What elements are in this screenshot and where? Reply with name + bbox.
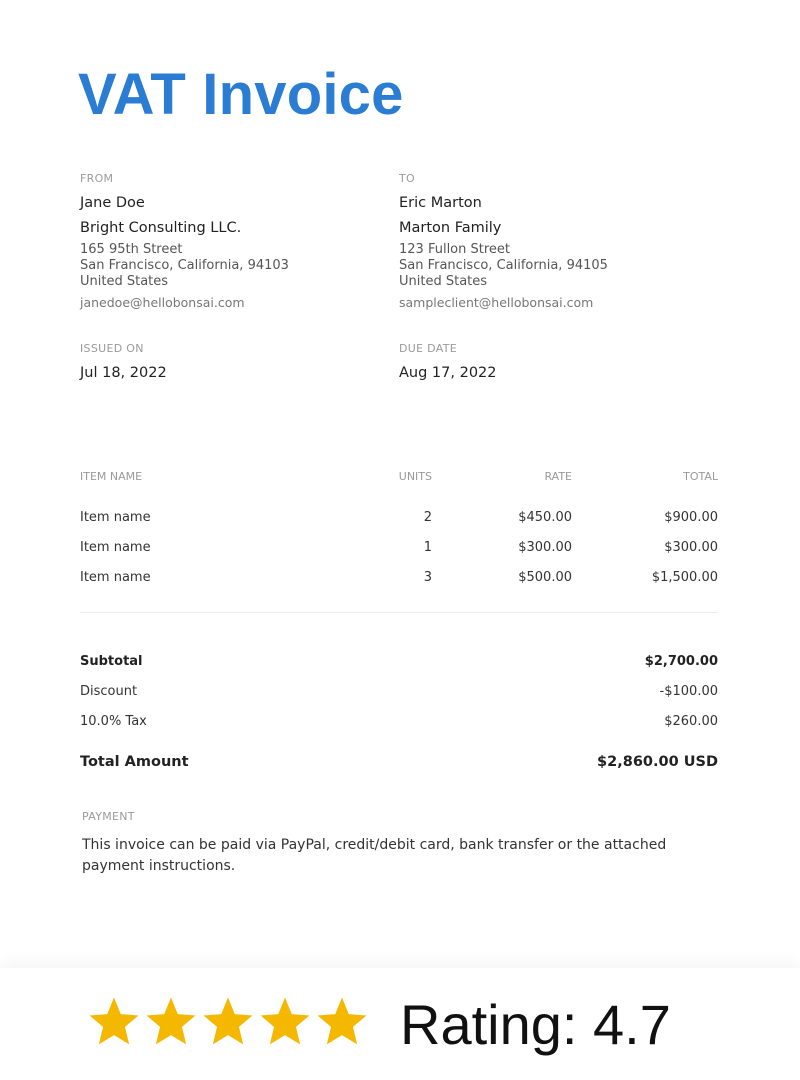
total-row [80,754,718,770]
item-name-cell: Item name [80,509,151,525]
table-row [80,532,718,562]
due-date: Aug 17, 2022 [399,365,497,381]
discount-value: -$100.00 [659,684,718,699]
subtotal-row [80,654,718,669]
to-address [399,242,699,290]
from-address [80,242,380,290]
total-label: Total Amount [80,754,189,770]
from-address-line: San Francisco, California, 94103 [80,258,289,273]
tax-label: 10.0% Tax [80,714,147,729]
items-table [80,468,718,592]
from-company: Bright Consulting LLC. [80,220,242,236]
to-label: TO [399,172,415,185]
from-address-line: United States [80,274,169,289]
table-row [80,562,718,592]
rating-text: Rating: 4.7 [400,993,671,1056]
discount-label: Discount [80,684,138,699]
total-value: $2,860.00 USD [597,754,718,770]
tax-value: $260.00 [664,714,718,729]
header-units: UNITS [398,469,432,483]
item-units-cell: 3 [423,569,432,585]
issued-date: Jul 18, 2022 [80,365,167,381]
to-name: Eric Marton [399,195,482,211]
item-rate-cell: $300.00 [518,539,572,555]
table-row [80,502,718,532]
due-label: DUE DATE [399,342,457,355]
subtotal-value: $2,700.00 [644,654,718,669]
due-section [399,342,699,381]
item-rate-cell: $500.00 [518,569,572,585]
issued-section [80,342,380,381]
from-email[interactable]: janedoe@hellobonsai.com [80,295,245,310]
invoice-title: VAT Invoice [78,62,404,127]
payment-label: PAYMENT [82,810,135,823]
to-address-line: San Francisco, California, 94105 [399,258,608,273]
item-units-cell: 1 [423,539,432,555]
header-total: TOTAL [683,469,718,483]
subtotal-label: Subtotal [80,654,143,669]
header-item-name: ITEM NAME [80,469,143,483]
issued-label: ISSUED ON [80,342,144,355]
item-rate-cell: $450.00 [518,509,572,525]
from-section [80,172,380,310]
to-address-line: 123 Fullon Street [399,242,511,257]
header-rate: RATE [544,469,572,483]
item-total-cell: $300.00 [664,539,718,555]
star-icon [257,992,313,1052]
item-name-cell: Item name [80,569,151,585]
to-address-line: United States [399,274,488,289]
items-header-row [80,468,718,484]
star-icon [200,992,256,1052]
to-section [399,172,699,310]
from-address-line: 165 95th Street [80,242,183,257]
payment-section [82,810,722,877]
tax-row [80,714,718,729]
rating-stars [86,992,371,1052]
from-label: FROM [80,172,114,185]
payment-text: This invoice can be paid via PayPal, credit/debit card, bank transfer or the attached payment instructions. [82,837,667,874]
star-icon [143,992,199,1052]
to-company: Marton Family [399,220,502,236]
item-name-cell: Item name [80,539,151,555]
item-total-cell: $900.00 [664,509,718,525]
to-email[interactable]: sampleclient@hellobonsai.com [399,295,594,310]
discount-row [80,684,718,699]
item-units-cell: 2 [423,509,432,525]
from-name: Jane Doe [80,195,145,211]
items-divider [80,612,718,613]
item-total-cell: $1,500.00 [651,569,718,585]
star-icon [86,992,142,1052]
star-icon [314,992,370,1052]
